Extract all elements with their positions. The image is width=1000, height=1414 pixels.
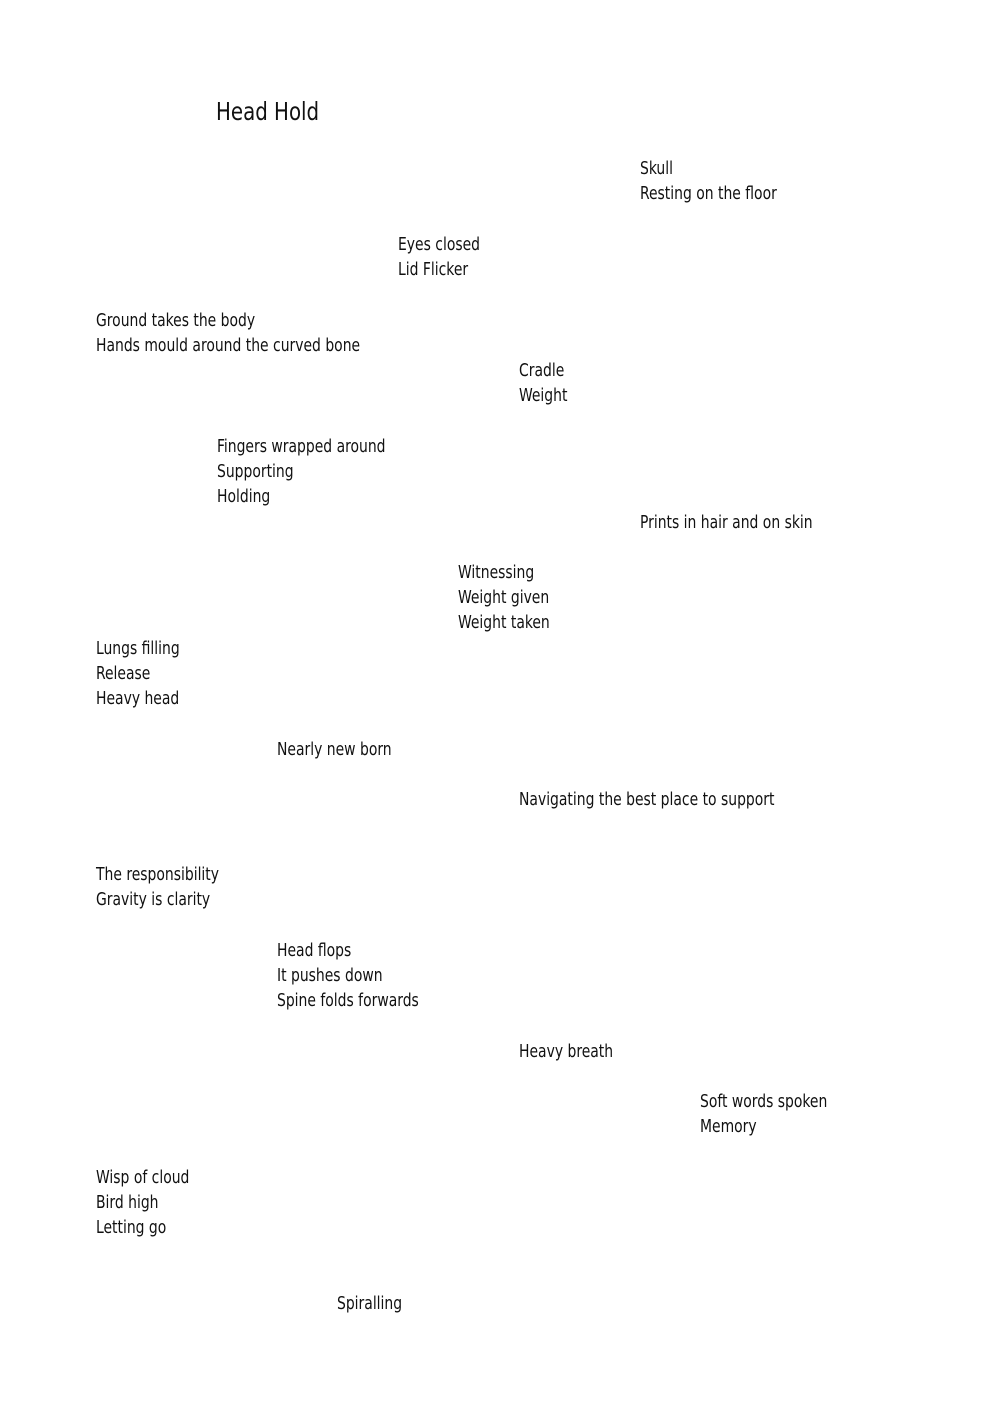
poem-line: Fingers wrapped around [217, 436, 386, 457]
poem-line: Gravity is clarity [96, 889, 211, 911]
poem-line: Prints in hair and on skin [640, 512, 813, 533]
stanza [519, 358, 575, 408]
stanza [700, 1089, 848, 1139]
stanza [519, 787, 816, 812]
stanza [519, 1039, 628, 1064]
poem-line: Letting go [96, 1217, 167, 1239]
poem-line: Supporting [217, 461, 294, 483]
stanza [277, 737, 410, 762]
poem-line: Weight [519, 385, 568, 407]
poem-line: Holding [217, 486, 271, 508]
stanza [96, 862, 239, 912]
poem-line: Nearly new born [277, 739, 392, 760]
poem-line: Eyes closed [398, 234, 481, 255]
poem-line: Weight taken [458, 612, 550, 634]
poem-line: Lungs filling [96, 638, 180, 659]
poem-line: Release [96, 663, 151, 685]
stanza [217, 434, 413, 510]
poem-line: Hands mould around the curved bone [96, 335, 361, 357]
stanza [458, 560, 565, 636]
poem-line: Wisp of cloud [96, 1167, 190, 1188]
poem-line: The responsibility [96, 864, 220, 885]
poem-line: Lid Flicker [398, 259, 469, 281]
poem-line: It pushes down [277, 965, 383, 987]
poem-line: Navigating the best place to support [519, 789, 775, 810]
poem-title: Head Hold [216, 97, 320, 126]
poem-line: Bird high [96, 1192, 159, 1214]
poem-line: Head flops [277, 940, 352, 961]
stanza [640, 510, 841, 535]
stanza [337, 1291, 413, 1316]
poem-line: Weight given [458, 587, 550, 609]
poem-line: Heavy head [96, 688, 180, 710]
poem-line: Heavy breath [519, 1041, 614, 1062]
poem-line: Spine folds forwards [277, 990, 419, 1012]
poem-line: Ground takes the body [96, 310, 256, 331]
poem-line: Cradle [519, 360, 565, 381]
stanza [96, 308, 403, 358]
poem-line: Soft words spoken [700, 1091, 828, 1112]
stanza [277, 938, 442, 1014]
poem-line: Memory [700, 1116, 757, 1138]
poem-line: Skull [640, 158, 674, 179]
stanza [96, 1165, 205, 1241]
poem-line: Spiralling [337, 1293, 403, 1314]
poem-line: Resting on the floor [640, 183, 777, 205]
stanza [640, 156, 799, 206]
stanza [96, 636, 193, 712]
poem-line: Witnessing [458, 562, 535, 583]
stanza [398, 232, 493, 282]
